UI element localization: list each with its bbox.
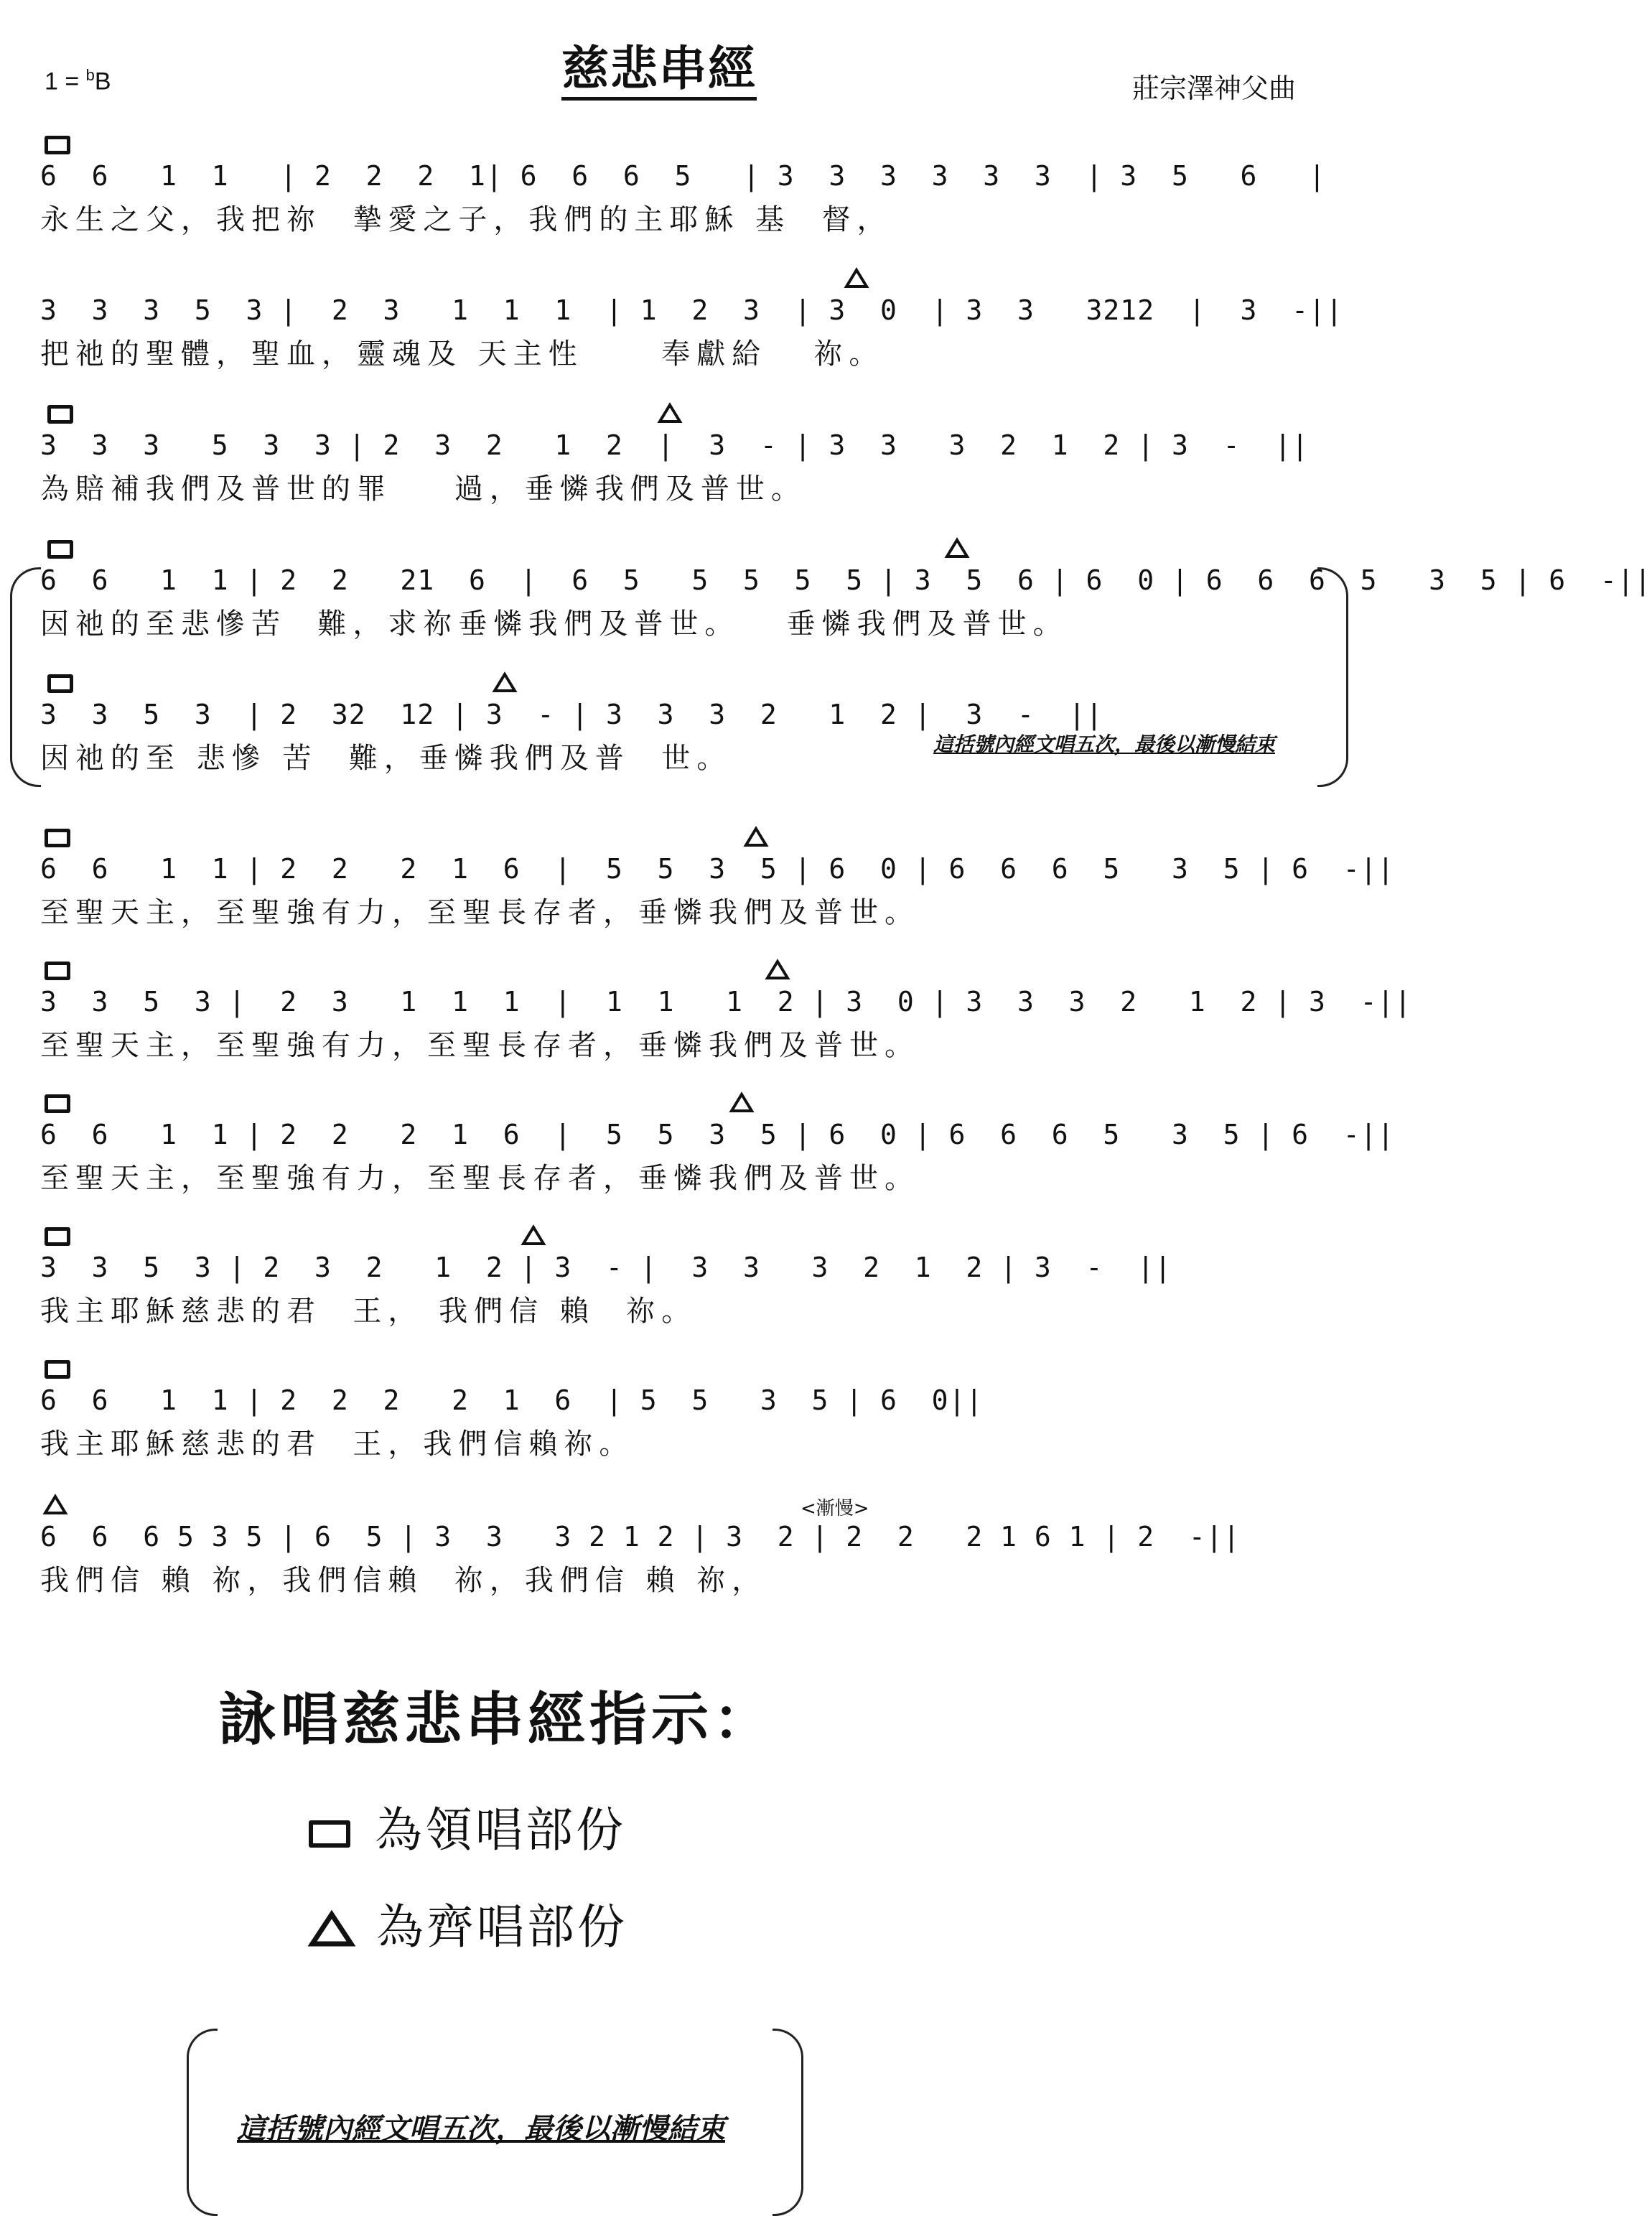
key-signature [45, 66, 111, 96]
square-icon [309, 1820, 350, 1848]
square-icon [47, 405, 73, 424]
page-title: 慈悲串經 [561, 43, 757, 101]
lyrics-line: 我主耶穌慈悲的君 王，我們信賴祢。 [40, 1428, 635, 1461]
notation-line: 3 3 5 3 | 2 3 2 1 2 | 3 - | 3 3 3 2 1 2 | 3 - || [40, 1252, 1172, 1283]
lyrics-line: 至聖天主，至聖強有力，至聖長存者，垂憐我們及普世。 [40, 896, 920, 929]
system-mark [40, 826, 1333, 847]
system-mark [40, 1494, 1333, 1515]
notation-line: 3 3 3 5 3 | 2 3 1 1 1 | 1 2 3 | 3 0 | 3 3 3212 | 3 -|| [40, 294, 1343, 326]
notation-line: 6 6 6 5 3 5 | 6 5 | 3 3 3 2 1 2 | 3 2 | 2 2 2 1 6 1 | 2 -|| [40, 1521, 1241, 1552]
music-system [40, 1357, 1333, 1466]
flat-sign: b [85, 66, 95, 84]
notation-line: 6 6 1 1 | 2 2 2 2 1 6 | 5 5 3 5 | 6 0|| [40, 1384, 984, 1416]
legend-square [309, 1792, 626, 1860]
square-icon [45, 1227, 70, 1246]
box-note: 這括號內經文唱五次，最後以漸慢結束 [237, 2112, 725, 2146]
notation-line: 6 6 1 1 | 2 2 2 1 6 | 5 5 3 5 | 6 0 | 6 6 6 5 3 5 | 6 -|| [40, 853, 1395, 885]
legend-square-label: 為領唱部份 [375, 1802, 626, 1858]
square-icon [47, 674, 73, 693]
music-system [40, 1224, 1333, 1333]
notation-line: 6 6 1 1 | 2 2 21 6 | 6 5 5 5 5 5 | 3 5 6 | 6 0 | 6 6 6 5 3 5 | 6 -|| [40, 564, 1652, 596]
music-system [40, 1091, 1395, 1201]
instructions [219, 1673, 1224, 1955]
lyrics-line: 至聖天主，至聖強有力，至聖長存者，垂憐我們及普世。 [40, 1029, 920, 1062]
music-system [40, 402, 1333, 511]
lyrics-line: 永生之父，我把祢 摯愛之子，我們的主耶穌 基 督， [40, 203, 892, 236]
square-icon [47, 540, 73, 559]
lyrics-line: 為賠補我們及普世的罪 過，垂憐我們及普世。 [40, 472, 806, 506]
music-system [40, 267, 1343, 376]
box-right-bracket [773, 2029, 803, 2216]
triangle-icon [309, 1904, 355, 1959]
instructions-title: 詠唱慈悲串經指示： [219, 1685, 775, 1753]
score-header [0, 43, 1373, 115]
lyrics-line: 我主耶穌慈悲的君 王， 我們信 賴 祢。 [40, 1295, 697, 1328]
music-system [40, 671, 1333, 781]
legend-triangle [309, 1889, 627, 1959]
music-system [40, 959, 1412, 1068]
system-mark [40, 671, 1333, 693]
composer: 莊宗澤神父曲 [1131, 73, 1296, 104]
square-icon [45, 829, 70, 847]
box-left-bracket [187, 2029, 218, 2216]
lyrics-line: 把祂的聖體，聖血，靈魂及 天主性 奉獻給 祢。 [40, 337, 885, 371]
lyrics-line: 因祂的至悲慘苦 難，求祢垂憐我們及普世。 垂憐我們及普世。 [40, 607, 1068, 641]
notation-line: 3 3 5 3 | 2 3 1 1 1 | 1 1 1 2 | 3 0 | 3 3 3 2 1 2 | 3 -|| [40, 986, 1412, 1018]
music-system [40, 1494, 1333, 1603]
system-mark [40, 402, 1333, 424]
notation-line: 3 3 3 5 3 3 | 2 3 2 1 2 | 3 - | 3 3 3 2 1 2 | 3 - || [40, 429, 1309, 461]
square-icon [45, 1360, 70, 1379]
music-system [40, 826, 1395, 935]
left-bracket [10, 567, 41, 787]
key-note: B [94, 67, 111, 96]
notation-line: 3 3 5 3 | 2 32 12 | 3 - | 3 3 3 2 1 2 | 3 - || [40, 699, 1103, 730]
system-mark [40, 267, 1333, 289]
system-mark [40, 133, 1333, 154]
square-icon [45, 962, 70, 980]
bracket-box [187, 2029, 804, 2212]
system-mark [40, 1224, 1333, 1246]
system-mark [40, 1091, 1333, 1113]
system-mark [40, 959, 1333, 980]
legend-triangle-label: 為齊唱部份 [376, 1899, 627, 1955]
lyrics-line: 我們信 賴 祢，我們信賴 祢，我們信 賴 祢， [40, 1564, 767, 1597]
square-icon [45, 1094, 70, 1113]
tempo-mark: <漸慢> [801, 1498, 869, 1519]
music-system [40, 133, 1333, 242]
key-prefix: 1 = [45, 67, 86, 96]
music-system [40, 537, 1652, 646]
square-icon [45, 136, 70, 154]
system-mark [40, 1357, 1333, 1379]
notation-line: 6 6 1 1 | 2 2 2 1| 6 6 6 5 | 3 3 3 3 3 3 | 3 5 6 | [40, 160, 1326, 192]
system-mark [40, 537, 1333, 559]
bracket-note: 這括號內經文唱五次，最後以漸慢結束 [933, 732, 1276, 756]
notation-line: 6 6 1 1 | 2 2 2 1 6 | 5 5 3 5 | 6 0 | 6 6 6 5 3 5 | 6 -|| [40, 1119, 1395, 1150]
lyrics-line: 因祂的至 悲慘 苦 難，垂憐我們及普 世。 [40, 742, 732, 775]
lyrics-line: 至聖天主，至聖強有力，至聖長存者，垂憐我們及普世。 [40, 1162, 920, 1195]
